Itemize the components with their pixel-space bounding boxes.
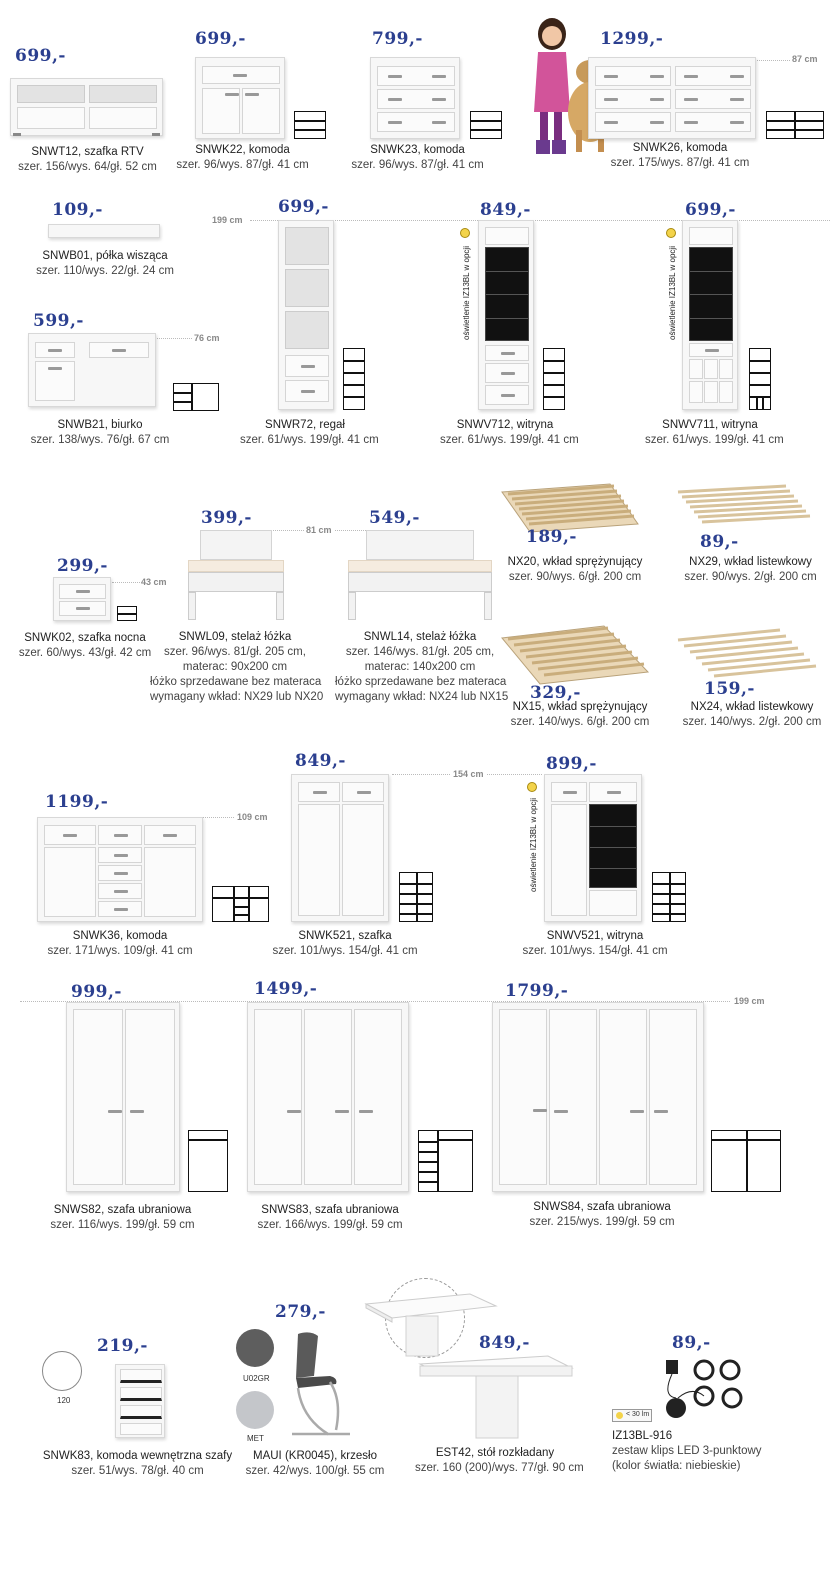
price-snwk23: 799,-	[372, 29, 423, 49]
snwk521-image	[291, 774, 389, 922]
est42-image	[418, 1352, 574, 1442]
dim-label-81: 81 cm	[306, 525, 332, 535]
dims-snwb21: szer. 138/wys. 76/gł. 67 cm	[30, 434, 170, 446]
price-snwv521: 899,-	[546, 754, 597, 774]
price-snwk83: 219,-	[97, 1336, 148, 1356]
required-snwl09: wymagany wkład: NX29 lub NX20	[150, 691, 324, 703]
maui-chair-image	[284, 1330, 354, 1442]
name-snwk02: SNWK02, szafka nocna	[24, 632, 146, 644]
swatch-label-met: MET	[247, 1434, 264, 1443]
name-snwt12: SNWT12, szafka RTV	[31, 146, 144, 158]
caption-snwb21	[20, 418, 180, 448]
caption-snws82	[45, 1203, 200, 1233]
lighting-note-snwv712: oświetlenie IZ13BL w opcji	[462, 246, 471, 340]
dims-nx29: szer. 90/wys. 2/gł. 200 cm	[684, 571, 817, 583]
dim-label-109: 109 cm	[237, 812, 268, 822]
snwb21-image	[28, 333, 156, 407]
name-snwr72: SNWR72, regał	[265, 419, 345, 431]
price-snwl09: 399,-	[201, 508, 252, 528]
caption-iz13bl	[612, 1429, 792, 1474]
nx15-image	[500, 624, 650, 686]
bulb-icon	[666, 228, 676, 238]
name-snws82: SNWS82, szafa ubraniowa	[53, 1204, 192, 1216]
name-snwb21: SNWB21, biurko	[57, 419, 143, 431]
name-nx15: NX15, wkład sprężynujący	[512, 701, 648, 713]
dim-label-199-wardrobes: 199 cm	[734, 996, 765, 1006]
price-maui: 279,-	[275, 1302, 326, 1322]
lighting-note-snwv711: oświetlenie IZ13BL w opcji	[668, 246, 677, 340]
caption-nx24	[678, 700, 826, 730]
price-est42: 849,-	[479, 1333, 530, 1353]
snwv712-schematic-icon	[543, 348, 565, 410]
snwk26-image	[588, 57, 756, 139]
name-snwv521: SNWV521, witryna	[546, 930, 644, 942]
price-nx29: 89,-	[700, 532, 739, 552]
name-snwk26: SNWK26, komoda	[632, 142, 728, 154]
caption-nx20	[500, 555, 650, 585]
dim-line-43	[112, 582, 140, 583]
snwv711-schematic-icon	[749, 348, 771, 410]
name-nx29: NX29, wkład listewkowy	[689, 556, 812, 568]
name-snwk521: SNWK521, szafka	[298, 930, 392, 942]
name-snwl14: SNWL14, stelaż łóżka	[363, 631, 477, 643]
snwk02-schematic-icon	[117, 606, 137, 621]
name-snwb01: SNWB01, półka wisząca	[42, 250, 168, 262]
dims-snwk36: szer. 171/wys. 109/gł. 41 cm	[47, 945, 193, 957]
snws82-schematic-icon	[188, 1130, 228, 1192]
snwv711-image	[682, 220, 738, 410]
caption-snwk23	[350, 143, 485, 173]
brightness-badge-label: < 30 lm	[626, 1411, 650, 1418]
light-color-iz13bl: (kolor światła: niebieskie)	[612, 1460, 741, 1472]
dims-snws84: szer. 215/wys. 199/gł. 59 cm	[529, 1216, 675, 1228]
snwk22-schematic-icon	[294, 111, 326, 139]
dim-label-43: 43 cm	[141, 577, 167, 587]
swatch-label-u02gr: U02GR	[243, 1374, 270, 1383]
dims-snwk83: szer. 51/wys. 78/gł. 40 cm	[71, 1465, 204, 1477]
price-snws84: 1799,-	[505, 981, 569, 1001]
price-snwb21: 599,-	[33, 311, 84, 331]
name-iz13bl: IZ13BL-916	[612, 1430, 673, 1442]
brightness-badge	[612, 1409, 652, 1422]
grey-color-swatch	[236, 1329, 274, 1367]
dims-nx15: szer. 140/wys. 6/gł. 200 cm	[510, 716, 650, 728]
price-snwr72: 699,-	[278, 197, 329, 217]
name-snwv712: SNWV712, witryna	[456, 419, 554, 431]
metal-color-swatch	[236, 1391, 274, 1429]
snws83-image	[247, 1002, 409, 1192]
name-snws83: SNWS83, szafa ubraniowa	[261, 1204, 399, 1216]
snwl14-image	[348, 530, 492, 622]
nx29-image	[676, 484, 816, 528]
snwv712-image	[478, 220, 534, 410]
snws82-image	[66, 1002, 180, 1192]
dims-snwk02: szer. 60/wys. 43/gł. 42 cm	[18, 647, 152, 659]
caption-snwv712	[440, 418, 579, 448]
snwv521-schematic-icon	[652, 872, 686, 922]
dims-est42: szer. 160 (200)/wys. 77/gł. 90 cm	[415, 1462, 584, 1474]
dims-snwk26: szer. 175/wys. 87/gł. 41 cm	[610, 157, 750, 169]
price-snws83: 1499,-	[254, 979, 318, 999]
price-nx24: 159,-	[704, 679, 755, 699]
snwk36-image	[37, 817, 203, 922]
caption-snwv521	[520, 929, 670, 959]
swatch-label-120: 120	[57, 1396, 71, 1405]
dims-snwk521: szer. 101/wys. 154/gł. 41 cm	[272, 945, 418, 957]
snwk23-image	[370, 57, 460, 139]
caption-snws83	[250, 1203, 410, 1233]
dim-line-76	[150, 338, 192, 339]
caption-snwk521	[270, 929, 420, 959]
price-snwk26: 1299,-	[600, 29, 664, 49]
dim-label-76: 76 cm	[194, 333, 220, 343]
snwr72-schematic-icon	[343, 348, 365, 410]
snwk36-schematic-icon	[212, 886, 269, 922]
name-snwk22: SNWK22, komoda	[195, 144, 290, 156]
name-snwk83: SNWK83, komoda wewnętrzna szafy	[42, 1450, 233, 1462]
dims-snwv711: szer. 61/wys. 199/gł. 41 cm	[645, 434, 784, 446]
name-snwv711: SNWV711, witryna	[662, 419, 758, 431]
price-snwb01: 109,-	[52, 200, 103, 220]
price-snwk22: 699,-	[195, 29, 246, 49]
snwb01-image	[48, 224, 160, 238]
caption-maui	[240, 1449, 390, 1479]
price-snwk36: 1199,-	[45, 792, 109, 812]
caption-snwk26	[610, 141, 750, 171]
snwk02-image	[53, 577, 111, 621]
bulb-icon	[616, 1412, 623, 1419]
name-snwk23: SNWK23, komoda	[370, 144, 465, 156]
caption-snwt12	[10, 145, 165, 175]
snwk22-image	[195, 57, 285, 139]
mattress-snwl14: materac: 140x200 cm	[364, 661, 476, 673]
caption-snwl14	[335, 630, 509, 705]
dim-label-154: 154 cm	[453, 769, 484, 779]
snwk521-schematic-icon	[399, 872, 433, 922]
name-snwl09: SNWL09, stelaż łóżka	[178, 631, 292, 643]
mattress-snwl09: materac: 90x200 cm	[182, 661, 288, 673]
price-snws82: 999,-	[71, 982, 122, 1002]
est42-extended-image	[364, 1288, 498, 1360]
snwl09-image	[188, 530, 284, 622]
dims-snwb01: szer. 110/wys. 22/gł. 24 cm	[36, 265, 174, 277]
snws84-image	[492, 1002, 704, 1192]
name-nx24: NX24, wkład listewkowy	[690, 701, 814, 713]
caption-snwk36	[45, 929, 195, 959]
name-est42: EST42, stół rozkładany	[435, 1447, 555, 1459]
caption-snwl09	[150, 630, 324, 705]
name-nx20: NX20, wkład sprężynujący	[507, 556, 643, 568]
name-snws84: SNWS84, szafa ubraniowa	[533, 1201, 671, 1213]
price-snwt12: 699,-	[15, 46, 66, 66]
bulb-icon	[460, 228, 470, 238]
nx24-image	[676, 628, 826, 682]
lighting-note-snwv521: oświetlenie IZ13BL w opcji	[529, 798, 538, 892]
caption-snwk02	[15, 631, 155, 661]
snws83-schematic-icon	[418, 1130, 473, 1192]
dim-label-87: 87 cm	[792, 54, 818, 64]
desc-iz13bl: zestaw klips LED 3-punktowy	[612, 1445, 762, 1457]
snwk23-schematic-icon	[470, 111, 502, 139]
dims-nx24: szer. 140/wys. 2/gł. 200 cm	[682, 716, 822, 728]
price-iz13bl: 89,-	[672, 1333, 711, 1353]
dim-line-199-top	[250, 220, 830, 221]
snwk83-image	[115, 1364, 165, 1438]
snwr72-image	[278, 220, 334, 410]
dims-snwv521: szer. 101/wys. 154/gł. 41 cm	[522, 945, 668, 957]
caption-nx15	[505, 700, 655, 730]
caption-snwb01	[25, 249, 185, 279]
dims-snwt12: szer. 156/wys. 64/gł. 52 cm	[18, 161, 157, 173]
price-snwk521: 849,-	[295, 751, 346, 771]
dims-nx20: szer. 90/wys. 6/gł. 200 cm	[508, 571, 642, 583]
price-snwv711: 699,-	[685, 200, 736, 220]
dims-maui: szer. 42/wys. 100/gł. 55 cm	[245, 1465, 385, 1477]
led-kit-image	[652, 1356, 756, 1420]
caption-snws84	[522, 1200, 682, 1230]
dims-snwl09: szer. 96/wys. 81/gł. 205 cm,	[164, 646, 306, 658]
price-nx15: 329,-	[530, 683, 581, 703]
dims-snws82: szer. 116/wys. 199/gł. 59 cm	[50, 1219, 195, 1231]
caption-est42	[415, 1446, 584, 1476]
snws84-schematic-icon	[711, 1130, 781, 1192]
dims-snwr72: szer. 61/wys. 199/gł. 41 cm	[240, 434, 379, 446]
snwv521-image	[544, 774, 642, 922]
price-snwk02: 299,-	[57, 556, 108, 576]
caption-snwr72	[240, 418, 379, 448]
dim-label-199-top: 199 cm	[212, 215, 243, 225]
name-snwk36: SNWK36, komoda	[72, 930, 168, 942]
required-snwl14: wymagany wkład: NX24 lub NX15	[335, 691, 509, 703]
price-snwv712: 849,-	[480, 200, 531, 220]
snwt12-image	[10, 78, 163, 136]
note-snwl09: łóżko sprzedawane bez materaca	[150, 676, 322, 688]
bulb-icon	[527, 782, 537, 792]
name-maui: MAUI (KR0045), krzesło	[253, 1450, 377, 1462]
dims-snwv712: szer. 61/wys. 199/gł. 41 cm	[440, 434, 579, 446]
caption-snwk22	[175, 143, 310, 173]
dims-snwk23: szer. 96/wys. 87/gł. 41 cm	[351, 159, 484, 171]
dim-line-109	[200, 817, 234, 818]
note-snwl14: łóżko sprzedawane bez materaca	[335, 676, 507, 688]
white-color-swatch	[42, 1351, 82, 1391]
caption-snwv711	[645, 418, 784, 448]
price-snwl14: 549,-	[369, 508, 420, 528]
snwb21-schematic-icon	[173, 383, 219, 411]
caption-snwk83	[40, 1449, 235, 1479]
dims-snws83: szer. 166/wys. 199/gł. 59 cm	[257, 1219, 403, 1231]
price-nx20: 189,-	[526, 527, 577, 547]
dims-snwk22: szer. 96/wys. 87/gł. 41 cm	[176, 159, 309, 171]
dims-snwl14: szer. 146/wys. 81/gł. 205 cm,	[345, 646, 495, 658]
caption-nx29	[678, 555, 823, 585]
snwk26-schematic-icon	[766, 111, 824, 139]
